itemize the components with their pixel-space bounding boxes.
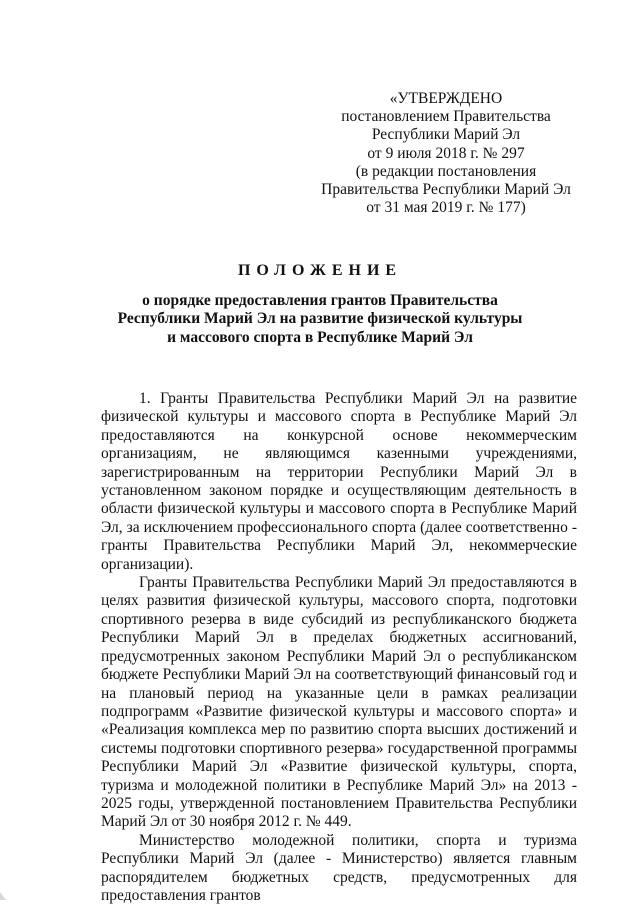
paragraph-3: Министерство молодежной политики, спорта и туризма Республики Марий Эл (далее - Министерство) является главным распорядителем бюджетных средств, предусмотренных для предоставления грантов bbox=[101, 831, 577, 904]
subtitle-line: о порядке предоставления грантов Правительства bbox=[142, 292, 498, 309]
approval-line: постановлением Правительства bbox=[341, 108, 551, 126]
subtitle-line: Республики Марий Эл на развитие физической культуры bbox=[117, 310, 523, 328]
paragraph-1: 1. Гранты Правительства Республики Марий Эл на развитие физической культуры и массового спорта в Республике Марий Эл предоставляются на конкурсной основе некоммерческим организациям, не являющимся казенными учреждениями, зарегистрированным на территории Республики Марий Эл в установленном законом порядке и осуществляющим деятельность в области физической культуры и массового спорта в Республике Марий Эл, за исключением профессионального спорта (далее соответственно - гранты Правительства Республики Марий Эл, некоммерческие организации). bbox=[101, 390, 577, 573]
document-title: ПОЛОЖЕНИЕ bbox=[237, 262, 403, 279]
approval-stamp bbox=[316, 90, 576, 217]
approval-line: от 31 мая 2019 г. № 177) bbox=[366, 199, 526, 217]
document-body bbox=[101, 390, 577, 905]
paragraph-2: Гранты Правительства Республики Марий Эл предоставляются в целях развития физической культуры, массового спорта, подготовки спортивного резерва в виде субсидий из республиканского бюджета Республики Марий Эл в пределах бюджетных ассигнований, предусмотренных законом Республики Марий Эл о республиканском бюджете Республики Марий Эл на соответствующий финансовый год и на плановый период на указанные цели в рамках реализации подпрограмм «Развитие физической культуры и массового спорта» и «Реализация комплекса мер по развитию спорта высших достижений и системы подготовки спортивного резерва» государственной программы Республики Марий Эл «Развитие физической культуры, спорта, туризма и молодежной политики в Республике Марий Эл» на 2013 - 2025 годы, утвержденной постановлением Правительства Республики Марий Эл от 30 ноября 2012 г. № 449. bbox=[101, 574, 577, 831]
approval-line: Правительства Республики Марий Эл bbox=[321, 181, 571, 199]
subtitle-line: и массового спорта в Республике Марий Эл bbox=[167, 328, 473, 346]
approval-line: (в редакции постановления bbox=[355, 162, 537, 180]
approval-line: «УТВЕРЖДЕНО bbox=[389, 90, 503, 107]
document-subtitle bbox=[0, 292, 640, 347]
scan-corner-mark bbox=[0, 886, 18, 900]
approval-line: Республики Марий Эл bbox=[371, 126, 521, 144]
approval-line: от 9 июля 2018 г. № 297 bbox=[367, 144, 525, 162]
